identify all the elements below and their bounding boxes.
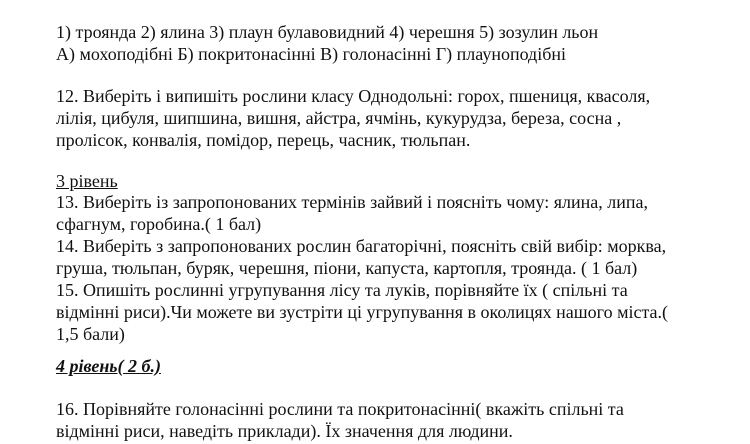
question-12-line-1: 12. Виберіть і випишіть рослини класу Однодольні: горох, пшениця, квасоля, xyxy=(56,86,651,106)
level-4-heading: 4 рівень( 2 б.) xyxy=(56,356,162,376)
question-16-line-1: 16. Порівняйте голонасінні рослини та покритонасінні( вкажіть спільні та xyxy=(56,399,624,419)
plant-options-line: 1) троянда 2) ялина 3) плаун булавовидний 4) черешня 5) зозулин льон xyxy=(56,22,599,42)
question-15-line-2: відмінні риси).Чи можете ви зустріти ці угрупування в околицях нашого міста.( xyxy=(56,302,669,322)
question-13-line-1: 13. Виберіть із запропонованих термінів зайвий і поясніть чому: ялина, липа, xyxy=(56,192,649,212)
question-16-line-2: відмінні риси, наведіть приклади). Їх значення для людини. xyxy=(56,421,513,441)
level-3-heading: 3 рівень xyxy=(56,171,118,191)
plant-groups-line: А) мохоподібні Б) покритонасінні В) голонасінні Г) плауноподібні xyxy=(56,44,567,64)
question-14-line-1: 14. Виберіть з запропонованих рослин багаторічні, поясніть свій вибір: морква, xyxy=(56,236,667,256)
question-15-line-1: 15. Опишіть рослинні угрупування лісу та луків, порівняйте їх ( спільні та xyxy=(56,280,628,300)
question-13-line-2: сфагнум, горобина.( 1 бал) xyxy=(56,214,262,234)
question-12-line-2: лілія, цибуля, шипшина, вишня, айстра, ячмінь, кукурудза, береза, сосна , xyxy=(56,108,622,128)
question-14-line-2: груша, тюльпан, буряк, черешня, піони, капуста, картопля, троянда. ( 1 бал) xyxy=(56,258,638,278)
question-12-line-3: пролісок, конвалія, помідор, перець, часник, тюльпан. xyxy=(56,130,471,150)
question-15-line-3: 1,5 бали) xyxy=(56,324,125,344)
